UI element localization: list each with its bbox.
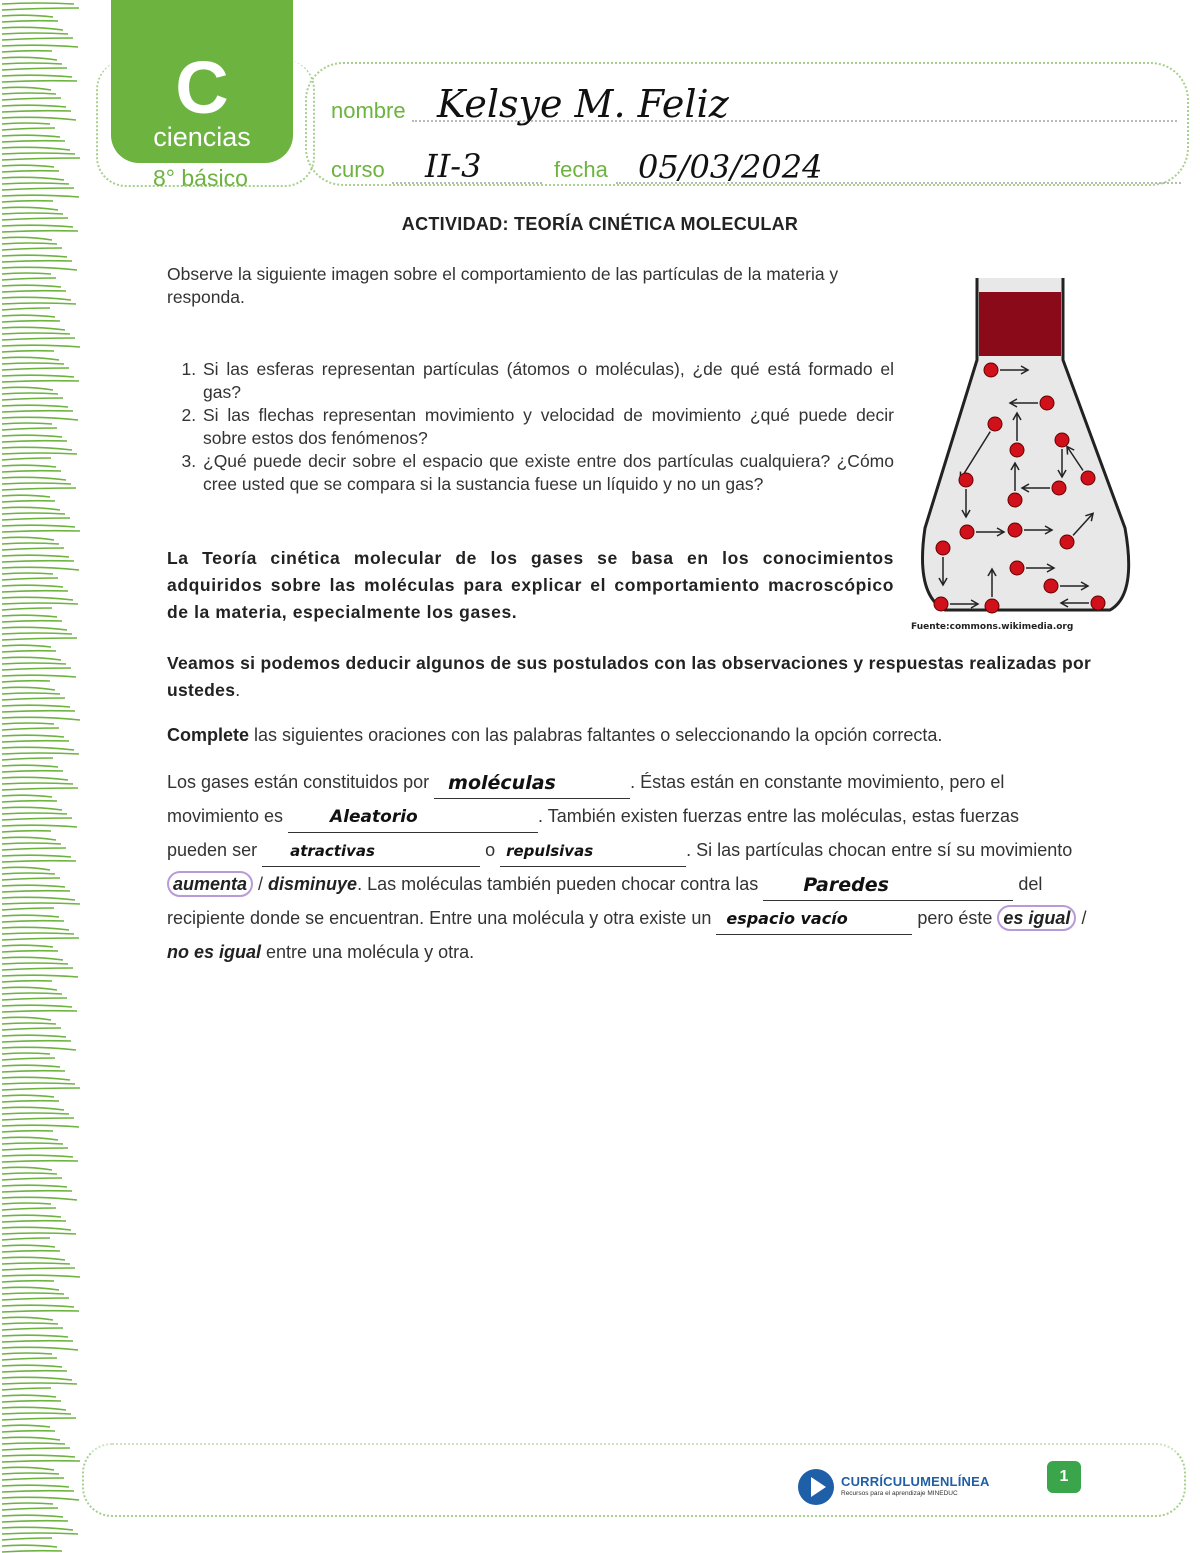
complete-rest: las siguientes oraciones con las palabras faltantes o seleccionando la opción correcta. bbox=[249, 725, 943, 745]
play-logo-icon bbox=[797, 1468, 835, 1506]
blank-5[interactable] bbox=[763, 874, 1013, 901]
particle bbox=[1091, 596, 1105, 610]
particle bbox=[1040, 396, 1054, 410]
fill-text: o bbox=[480, 840, 501, 860]
date-label: fecha bbox=[554, 157, 608, 182]
course-field-value[interactable]: II-3 bbox=[425, 147, 482, 185]
brand-sub: Recursos para el aprendizaje MINEDUC bbox=[841, 1490, 958, 1497]
particle bbox=[1060, 535, 1074, 549]
date-field-value[interactable]: 05/03/2024 bbox=[638, 148, 823, 186]
activity-title: ACTIVIDAD: TEORÍA CINÉTICA MOLECULAR bbox=[401, 214, 799, 234]
fill-line-5 bbox=[167, 901, 1167, 935]
fill-text: . Si las partículas chocan entre sí su movimiento bbox=[686, 840, 1073, 860]
particle bbox=[1008, 523, 1022, 537]
complete-instruction bbox=[167, 725, 942, 746]
blank-3[interactable] bbox=[262, 844, 480, 867]
complete-bold: Complete bbox=[167, 725, 250, 745]
option-aumenta[interactable]: aumenta bbox=[167, 871, 253, 897]
fill-text: del bbox=[1013, 874, 1043, 894]
option-disminuye[interactable]: disminuye bbox=[268, 874, 358, 894]
flask-figure bbox=[905, 270, 1145, 635]
deduce-end: . bbox=[235, 680, 241, 700]
name-label: nombre bbox=[331, 98, 406, 123]
fill-line-4 bbox=[167, 867, 1167, 901]
particle bbox=[984, 363, 998, 377]
answer-6: espacio vacío bbox=[726, 909, 848, 928]
fill-text: / bbox=[253, 874, 269, 894]
particle bbox=[934, 597, 948, 611]
particle bbox=[1052, 481, 1066, 495]
theory-paragraph: La Teoría cinética molecular de los gases se basa en los conocimientos adquiridos sobre las moléculas para explicar el comportamiento macroscópico de la materia, especialmente los gases. bbox=[167, 548, 894, 622]
fill-text: Los gases están constituidos por bbox=[167, 772, 435, 792]
question-2: 2. Si las flechas representan movimiento y velocidad de movimiento ¿qué puede decir sobre estos dos fenómenos? bbox=[201, 404, 894, 450]
subject-letter: C bbox=[175, 46, 229, 129]
page-number: 1 bbox=[1047, 1461, 1081, 1493]
deduce-text: Veamos si podemos deducir algunos de sus postulados con las observaciones y respuestas realizadas por ustedes bbox=[167, 653, 1092, 700]
particle bbox=[1010, 561, 1024, 575]
footer-logo bbox=[797, 1468, 1007, 1508]
course-label: curso bbox=[331, 157, 385, 182]
fill-line-2 bbox=[167, 799, 1167, 833]
brand-main: CURRÍCULUMENLÍNEA bbox=[841, 1474, 990, 1489]
footer-frame bbox=[82, 1443, 1186, 1517]
fill-text: . Éstas están en constante movimiento, pero el bbox=[630, 772, 1005, 792]
particle bbox=[985, 599, 999, 613]
fill-text: entre una molécula y otra. bbox=[261, 942, 475, 962]
particle bbox=[988, 417, 1002, 431]
particle bbox=[936, 541, 950, 555]
particle bbox=[1044, 579, 1058, 593]
fill-text: . También existen fuerzas entre las moléculas, estas fuerzas bbox=[538, 806, 1019, 826]
questions-list bbox=[167, 358, 894, 496]
option-no-es-igual[interactable]: no es igual bbox=[167, 942, 262, 962]
subject-name: ciencias bbox=[153, 122, 251, 152]
particle bbox=[1008, 493, 1022, 507]
fill-text: pero éste bbox=[912, 908, 998, 928]
blank-4[interactable] bbox=[500, 844, 686, 867]
fill-text: recipiente donde se encuentran. Entre una molécula y otra existe un bbox=[167, 908, 717, 928]
particle bbox=[1055, 433, 1069, 447]
fill-line-3 bbox=[167, 833, 1167, 867]
blank-1[interactable] bbox=[434, 772, 630, 799]
name-field-value[interactable]: Kelsye M. Feliz bbox=[437, 82, 729, 126]
fill-text: pueden ser bbox=[167, 840, 263, 860]
grade-label: 8° básico bbox=[153, 165, 248, 191]
subject-badge bbox=[111, 0, 293, 163]
figure-source: Fuente:commons.wikimedia.org bbox=[911, 622, 1074, 632]
fill-text: movimiento es bbox=[167, 806, 289, 826]
fill-line-6 bbox=[167, 935, 1167, 969]
particle bbox=[1010, 443, 1024, 457]
blank-6[interactable] bbox=[716, 909, 912, 935]
fill-text: . Las moléculas también pueden chocar contra las bbox=[357, 874, 764, 894]
question-3: 3. ¿Qué puede decir sobre el espacio que existe entre dos partículas cualquiera? ¿Cómo cree usted que se compara si la sustancia fuese un líquido y no un gas? bbox=[201, 450, 894, 496]
deduce-paragraph bbox=[167, 650, 1132, 704]
blank-2[interactable] bbox=[288, 807, 538, 833]
option-es-igual[interactable]: es igual bbox=[997, 905, 1076, 931]
particle bbox=[960, 525, 974, 539]
answer-2: Aleatorio bbox=[330, 807, 418, 827]
intro-text: Observe la siguiente imagen sobre el comportamiento de las partículas de la materia y responda. bbox=[167, 264, 839, 307]
answer-3: atractivas bbox=[290, 842, 375, 860]
answer-1: moléculas bbox=[448, 772, 556, 794]
particle bbox=[1081, 471, 1095, 485]
answer-4: repulsivas bbox=[506, 842, 594, 860]
fill-in-paragraph bbox=[167, 765, 1167, 969]
answer-5: Paredes bbox=[803, 874, 889, 896]
flask-liquid bbox=[979, 292, 1061, 356]
fill-line-1 bbox=[167, 765, 1167, 799]
fill-text: / bbox=[1076, 908, 1087, 928]
question-1: 1. Si las esferas representan partículas (átomos o moléculas), ¿de qué está formado el gas? bbox=[201, 358, 894, 404]
particle bbox=[959, 473, 973, 487]
